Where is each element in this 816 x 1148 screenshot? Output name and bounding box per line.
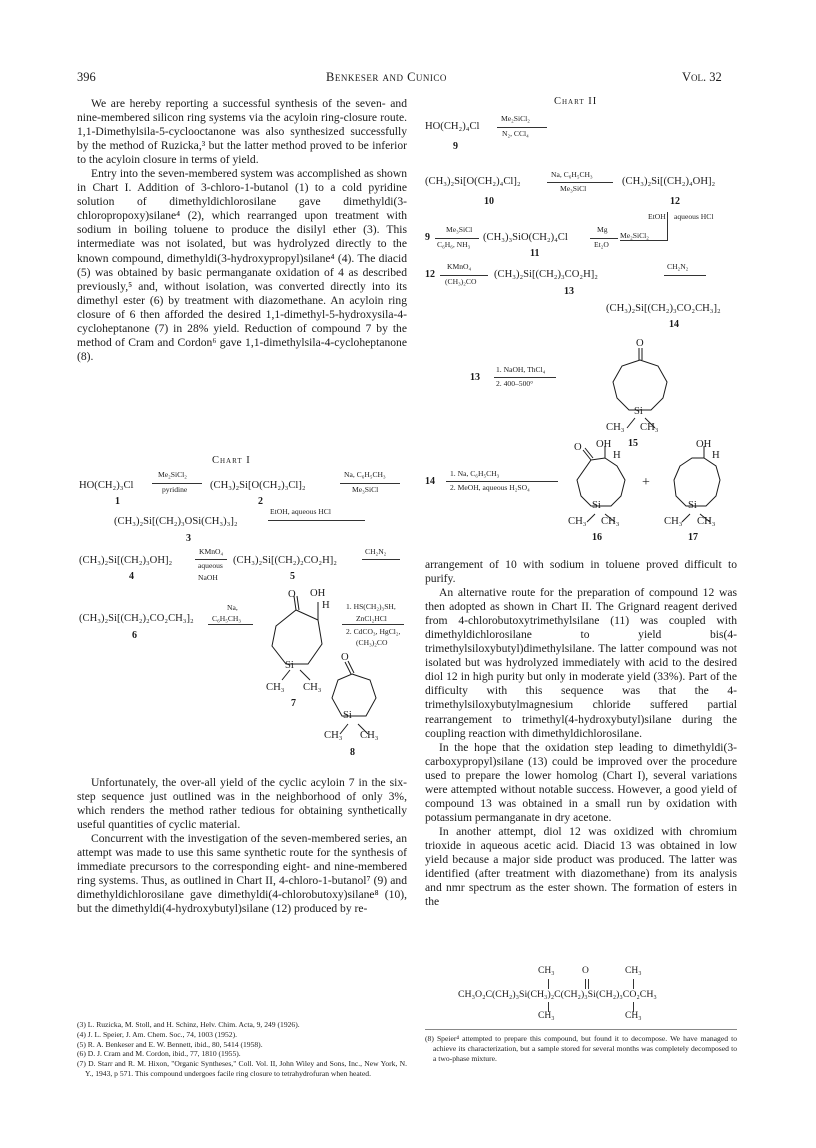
compound-9-number: 9 <box>453 141 458 152</box>
reaction-arrow <box>340 483 400 484</box>
ring-o: O <box>574 442 582 453</box>
ring-ch3: CH₃ <box>697 516 716 527</box>
reaction-arrow <box>446 481 558 482</box>
compound-12-ref: 12 <box>425 269 435 280</box>
compound-10: (CH₃)₂Si[O(CH₂)₄Cl]₂ <box>425 176 521 187</box>
compound-5: (CH₃)₂Si[(CH₂)₂CO₂H]₂ <box>233 555 337 566</box>
ring-ch3: CH₃ <box>568 516 587 527</box>
ester-ch3-bottom: CH₃ <box>625 1011 642 1021</box>
ring-h: H <box>613 450 621 461</box>
reagent: 2. CdCO₃, HgCl₂, <box>346 627 401 636</box>
reaction-arrow <box>494 377 556 378</box>
compound-17-number: 17 <box>688 532 698 543</box>
ring-ch3: CH₃ <box>601 516 620 527</box>
methyl-bond <box>682 514 690 522</box>
compound-15-number: 15 <box>628 438 638 449</box>
reagent: N₂, CCl₄ <box>502 129 529 138</box>
carbonyl-bond <box>297 596 299 610</box>
ring-ch3: CH₃ <box>664 516 683 527</box>
reaction-arrow <box>362 559 400 560</box>
ring-oh: OH <box>310 588 326 599</box>
footnotes-right <box>425 1034 737 1063</box>
reagent: ZnCl₂HCl <box>356 614 387 623</box>
compound-1-number: 1 <box>115 496 120 507</box>
reagent: 2. 400–500° <box>496 379 534 388</box>
ring-oh: OH <box>696 439 712 450</box>
plus-sign: + <box>642 475 650 490</box>
reaction-arrow <box>664 275 706 276</box>
methyl-bond <box>587 514 595 522</box>
reagent: 1. HS(CH₂)₃SH, <box>346 602 396 611</box>
footnotes-left <box>77 1020 407 1079</box>
reagent: KMnO₄ <box>447 262 472 271</box>
seven-membered-ring <box>272 610 322 664</box>
paragraph: Unfortunately, the over-all yield of the cyclic acyloin 7 in the six-step sequence just outlined was in the neighborhood of only 3%, which renders the method rather tedious for obtaining synthetically useful quantities of cyclic material. <box>77 776 407 832</box>
ester-bond <box>633 979 634 989</box>
seven-membered-ring <box>332 674 376 716</box>
reagent: 1. Na, C₆H₅CH₃ <box>450 469 500 478</box>
paragraph: An alternative route for the preparation of compound 12 was then adopted as shown in Chart II. The Grignard reagent derived from 4-chlorobutoxytrimethylsilane (11) was coupled with dimethyldichlorosilane to yield bis(4-trimethylsiloxybutyl)dimethylsilane. The latter compound was not isolated but was hydrolyzed immediately with acid to the desired diol 12 in high purity but only in moderate yield (33%). Part of the difficulty with this sequence was that the 4-trimethylsiloxybutylmagnesium chloride suffered partial rearrangement to trimethyl(4-hydroxybutyl)silane during the coupling reaction with dimethyldichlorosilane. <box>425 586 737 740</box>
reagent: CH₂N₂ <box>667 262 689 271</box>
compound-14-number: 14 <box>669 319 679 330</box>
chart-1-title: Chart I <box>212 455 251 466</box>
ring-ch3: CH₃ <box>266 682 285 693</box>
compound-4: (CH₃)₂Si[(CH₂)₃OH]₂ <box>79 555 173 566</box>
reagent: aqueous <box>198 561 223 570</box>
reaction-arrow <box>620 240 668 241</box>
footnote-rule <box>425 1029 737 1030</box>
reaction-arrow <box>547 182 613 183</box>
compound-2-number: 2 <box>258 496 263 507</box>
reaction-arrow <box>342 624 404 625</box>
compound-7-number: 7 <box>291 698 296 709</box>
ring-o: O <box>341 652 349 663</box>
methyl-bond <box>300 670 310 680</box>
nine-membered-ring <box>577 458 625 506</box>
ring-si: Si <box>634 406 643 417</box>
reagent: Me₃SiCl <box>352 485 379 494</box>
footnote: (3) L. Ruzicka, M. Stoll, and H. Schinz, Helv. Chim. Acta, 9, 249 (1926). <box>77 1020 300 1029</box>
reagent: Na, <box>227 603 238 612</box>
ester-o-top: O <box>582 966 589 976</box>
ester-formula: CH₃O₂C(CH₂)₃Si(CH₃)₂C(CH₂)₃Si(CH₂)₃CO₂CH₃ <box>458 989 657 1000</box>
ester-bond <box>588 979 589 989</box>
reagent: NaOH <box>198 573 218 582</box>
reagent: C₆H₅CH₃ <box>212 614 242 623</box>
compound-12: (CH₃)₂Si[(CH₂)₄OH]₂ <box>622 176 716 187</box>
reaction-arrow <box>268 520 365 521</box>
ester-ch3-bottom: CH₃ <box>538 1011 555 1021</box>
ring-si: Si <box>343 710 352 721</box>
footnote: (6) D. J. Cram and M. Cordon, ibid., 77, 1810 (1955). <box>77 1049 241 1059</box>
reagent: Me₂SiCl₂ <box>501 114 530 123</box>
ring-oh: OH <box>596 439 612 450</box>
reaction-arrow <box>152 483 202 484</box>
compound-13: (CH₃)₂Si[(CH₂)₃CO₂H]₂ <box>494 269 598 280</box>
left-column-lower <box>77 776 407 916</box>
paragraph: In the hope that the oxidation step leading to dimethyldi(3-carboxypropyl)silane (13) could be improved over the procedure used to prepare the lower homolog (Chart I), several variations were attempted without notable success. However, a good yield of compound 13 was obtained in a small run by oxidation with potassium permanganate in dry acetone. <box>425 740 737 824</box>
reagent: pyridine <box>162 485 188 494</box>
reagent: (CH₃)₂CO <box>445 277 477 286</box>
nine-membered-ring <box>674 458 720 506</box>
nine-membered-ring <box>613 360 667 410</box>
reaction-arrow <box>435 238 479 239</box>
compound-4-number: 4 <box>129 571 134 582</box>
paragraph: Entry into the seven-membered system was accomplished as shown in Chart I. Addition of 3-chloro-1-butanol (1) to a cold pyridine solution of dimethyldichlorosilane gave dimethyldi(3-chloropropoxy)silane⁴ (2), which rearranged upon treatment with sodium in boiling toluene to produce the disilyl ether (3). This intermediate was not isolated, but was hydrolyzed directly to the known compound, dimethyldi(3-hydroxypropyl)silane⁴ (4). The diacid (5) was obtained by basic permanganate oxidation of 4 as described previously,⁵ and, without isolation, was converted directly into its dimethyl ester (6) by treatment with diazomethane. An acyloin ring closure of 6 then afforded the desired 1,1-dimethyl-5-hydroxysila-4-cycloheptanone (7) in 28% yield. Reduction of compound 7 by the method of Cram and Cordon⁶ gave 1,1-dimethylsila-4-cycloheptanone (8). <box>77 167 407 363</box>
reaction-arrow <box>208 624 253 625</box>
compound-11-number: 11 <box>530 248 540 259</box>
ester-ch3-top: CH₃ <box>625 966 642 976</box>
reagent: 1. NaOH, ThCl₄ <box>496 365 546 374</box>
volume: Vol. 32 <box>682 70 722 84</box>
compound-5-number: 5 <box>290 571 295 582</box>
paragraph: In another attempt, diol 12 was oxidized with chromium trioxide in aqueous acetic acid. Diacid 13 was obtained in low yield because a major side product was produced. The latter was identified (after treatment with diazomethane) from its analysis and nmr spectrum as the ester shown. The formation of esters in the <box>425 824 737 909</box>
ring-ch3: CH₃ <box>303 682 322 693</box>
reagent: Mg <box>597 225 608 234</box>
ring-ch3: CH₃ <box>324 730 343 741</box>
compound-3: (CH₃)₂Si[(CH₂)₃OSi(CH₃)₃]₂ <box>114 516 238 527</box>
running-title: Benkeser and Cunico <box>326 70 447 84</box>
compound-9-ref: 9 <box>425 232 430 243</box>
ring-h: H <box>322 600 330 611</box>
footnote: (4) J. L. Speier, J. Am. Chem. Soc., 74, 1003 (1952). <box>77 1029 237 1039</box>
carbonyl-bond <box>585 448 593 458</box>
compound-10-number: 10 <box>484 196 494 207</box>
reagent: Na, C₆H₅CH₃ <box>551 170 593 179</box>
reagent: Et₂O <box>594 240 609 249</box>
compound-14: (CH₃)₂Si[(CH₂)₃CO₂CH₃]₂ <box>606 303 721 314</box>
ring-ch3: CH₃ <box>360 730 379 741</box>
ester-bond <box>548 979 549 989</box>
reagent: aqueous HCl <box>674 212 714 221</box>
ring-si: Si <box>285 660 294 671</box>
ring-o: O <box>636 338 644 349</box>
compound-12-number: 12 <box>670 196 680 207</box>
compound-14-ref: 14 <box>425 476 435 487</box>
compound-9: HO(CH₂)₄Cl <box>425 121 480 132</box>
reagent: Me₃SiCl <box>560 184 587 193</box>
ring-si: Si <box>592 500 601 511</box>
compound-8-number: 8 <box>350 747 355 758</box>
footnote: (7) D. Starr and R. M. Hixon, "Organic Syntheses," Coll. Vol. II, John Wiley and Sons, Inc., New York, N. Y., 1943, p 571. This compound undergoes facile ring closure to tetrahydrofuran when heated. <box>77 1059 407 1078</box>
reagent: Na, C₆H₅CH₃ <box>344 470 386 479</box>
paragraph: Concurrent with the investigation of the seven-membered series, an attempt was made to use this same synthetic route for the synthesis of immediate precursors to the corresponding eight- and nine-membered ring systems. Thus, as outlined in Chart II, 4-chloro-1-butanol⁷ (9) and dimethyldichlorosilane gave dimethyldi(4-chlorobutoxy)silane⁸ (10), but the dimethyldi(4-hydroxybutyl)silane (12) produced by re- <box>77 832 407 916</box>
ester-ch3-top: CH₃ <box>538 966 555 976</box>
reagent: Me₂SiCl₂ <box>158 470 187 479</box>
reagent: 2. MeOH, aqueous H₂SO₄ <box>450 483 530 492</box>
footnote: (5) R. A. Benkeser and E. W. Bennett, ibid., 80, 5414 (1958). <box>77 1039 263 1049</box>
ring-ch3: CH₃ <box>606 422 625 433</box>
reaction-arrow-up <box>667 212 668 240</box>
ring-si: Si <box>688 500 697 511</box>
methyl-bond <box>627 418 635 428</box>
reaction-arrow <box>440 275 488 276</box>
reagent: C₆H₆, NH₃ <box>437 240 471 249</box>
ester-bond <box>585 979 586 989</box>
reaction-arrow <box>195 559 227 560</box>
reaction-arrow <box>590 238 618 239</box>
carbonyl-bond <box>345 662 351 674</box>
methyl-bond <box>282 670 290 680</box>
compound-6: (CH₃)₂Si[(CH₂)₂CO₂CH₃]₂ <box>79 613 194 624</box>
compound-13-number: 13 <box>564 286 574 297</box>
chart-2-title: Chart II <box>554 96 598 107</box>
footnote: (8) Speier⁴ attempted to prepare this compound, but found it to decompose. We have managed to achieve its characterization, but a sample stored for several months was completely decomposed to a two-phase mixture. <box>425 1034 737 1063</box>
reaction-arrow <box>497 127 547 128</box>
compound-6-number: 6 <box>132 630 137 641</box>
reagent: KMnO₄ <box>199 547 224 556</box>
reagent: Me₂SiCl₂ <box>620 231 649 240</box>
reagent: EtOH, aqueous HCl <box>270 507 331 516</box>
paragraph: We are hereby reporting a successful synthesis of the seven- and nine-membered silicon ring systems via the acyloin ring-closure route. 1,1-Dimethylsila-5-cyclooctanone was also synthesized successfully by the method of Ruzicka,³ but the latter method proved to be inferior to the acyloin closure in terms of yield. <box>77 97 407 167</box>
compound-2: (CH₃)₂Si[O(CH₂)₃Cl]₂ <box>210 480 306 491</box>
page-number: 396 <box>77 70 96 84</box>
ring-o: O <box>288 589 296 600</box>
reagent: EtOH <box>648 212 666 221</box>
ring-ch3: CH₃ <box>640 422 659 433</box>
compound-11: (CH₃)₃SiO(CH₂)₄Cl <box>483 232 568 243</box>
left-column-upper <box>77 97 407 364</box>
carbonyl-bond <box>583 450 591 460</box>
compound-3-number: 3 <box>186 533 191 544</box>
reagent: Me₃SiCl <box>446 225 473 234</box>
compound-1: HO(CH₂)₃Cl <box>79 480 134 491</box>
reagent: CH₂N₂ <box>365 547 387 556</box>
compound-16-number: 16 <box>592 532 602 543</box>
ring-h: H <box>712 450 720 461</box>
paragraph: arrangement of 10 with sodium in toluene proved difficult to purify. <box>425 558 737 586</box>
compound-13-ref: 13 <box>470 372 480 383</box>
right-column-text <box>425 558 737 909</box>
reagent: (CH₃)₂CO <box>356 638 388 647</box>
